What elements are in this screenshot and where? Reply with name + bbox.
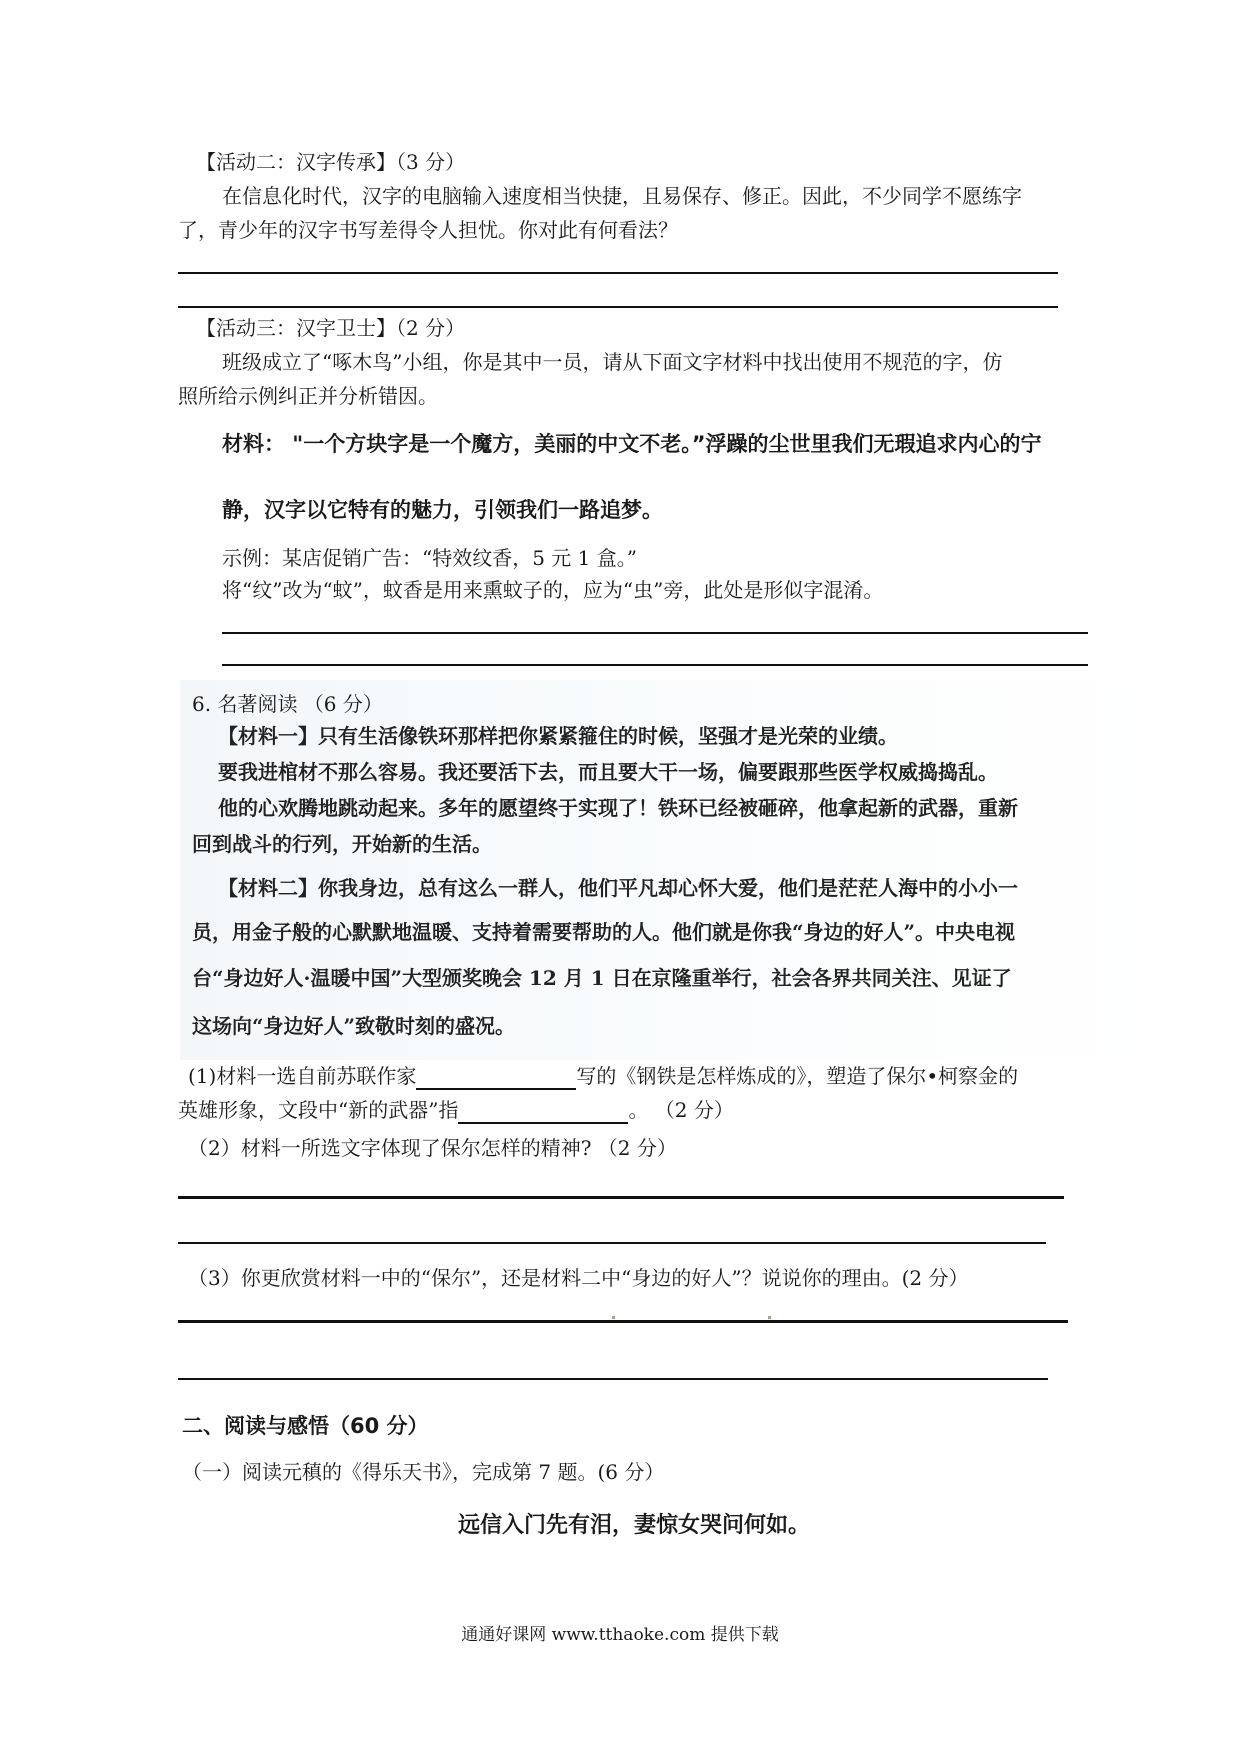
weapon-blank[interactable] [458,1100,628,1124]
q6-sub1-text-a: (1)材料一选自前苏联作家 [188,1064,417,1088]
author-blank[interactable] [416,1066,576,1090]
q6-heading: 6. 名著阅读 （6 分） [192,692,383,716]
q6-sub2: （2）材料一所选文字体现了保尔怎样的精神? （2 分） [188,1136,677,1160]
answer-line[interactable] [178,1242,1046,1244]
q6-sub1-line2 [178,1096,734,1124]
answer-line[interactable] [222,632,1088,634]
q6-sub1-line2-text-b: 。 （2 分） [628,1098,734,1122]
answer-line[interactable] [178,306,1058,308]
q6-sub1-line2-text-a: 英雄形象，文段中“新的武器”指 [178,1098,459,1122]
activity3-text-line2: 照所给示例纠正并分析错因。 [178,384,438,408]
q6-material1-line1: 【材料一】只有生活像铁环那样把你紧紧箍住的时候，坚强才是光荣的业绩。 [218,724,898,748]
q6-material1-line3: 他的心欢腾地跳动起来。多年的愿望终于实现了！铁环已经被砸碎，他拿起新的武器，重新 [218,796,1018,820]
q6-material2-line1: 【材料二】你我身边，总有这么一群人，他们平凡却心怀大爱，他们是茫茫人海中的小小一 [218,876,1018,900]
section2-part1: （一）阅读元稹的《得乐天书》，完成第 7 题。(6 分） [182,1460,665,1484]
page-footer: 通通好课网 www.tthaoke.com 提供下载 [461,1625,779,1645]
activity2-text-line1: 在信息化时代，汉字的电脑输入速度相当快捷，且易保存、修正。因此，不少同学不愿练字 [222,184,1022,208]
section2-heading: 二、阅读与感悟（60 分） [182,1414,429,1438]
activity2-heading: 【活动二：汉字传承】（3 分） [196,150,466,174]
q6-material1-line2: 要我进棺材不那么容易。我还要活下去，而且要大干一场，偏要跟那些医学权威捣捣乱。 [218,760,998,784]
q6-sub3: （3）你更欣赏材料一中的“保尔”，还是材料二中“身边的好人”？说说你的理由。(2 分） [188,1266,969,1290]
q6-material2-line4: 这场向“身边好人”致敬时刻的盛况。 [192,1014,516,1038]
q6-sub1-text-b: 写的《钢铁是怎样炼成的》，塑造了保尔•柯察金的 [576,1064,1019,1088]
q6-sub1-line1 [188,1062,1018,1090]
activity3-text-line1: 班级成立了“啄木鸟”小组，你是其中一员，请从下面文字材料中找出使用不规范的字，仿 [222,350,1003,374]
activity3-example-line1: 示例：某店促销广告：“特效纹香，5 元 1 盒。” [222,546,637,570]
activity2-text-line2: 了，青少年的汉字书写差得令人担忧。你对此有何看法？ [178,218,678,242]
activity3-material-line1: 材料： "一个方块字是一个魔方，美丽的中文不老。”浮躁的尘世里我们无瑕追求内心的宁 [222,432,1042,456]
poem-line: 远信入门先有泪，妻惊女哭问何如。 [458,1513,811,1538]
answer-line[interactable] [178,272,1058,274]
answer-line[interactable] [178,1196,1064,1199]
answer-line[interactable] [222,664,1088,666]
scan-speck [768,1316,771,1319]
answer-line[interactable] [178,1378,1048,1380]
activity3-example-line2: 将“纹”改为“蚊”，蚊香是用来熏蚊子的，应为“虫”旁，此处是形似字混淆。 [222,578,884,602]
scan-speck [612,1316,615,1319]
activity3-heading: 【活动三：汉字卫士】（2 分） [196,316,466,340]
activity3-material-line2: 静，汉字以它特有的魅力，引领我们一路追梦。 [222,498,663,522]
q6-material2-line3: 台“身边好人·温暖中国”大型颁奖晚会 12 月 1 日在京隆重举行，社会各界共同关注、见证了 [192,966,1012,990]
q6-material1-line4: 回到战斗的行列，开始新的生活。 [192,832,492,856]
q6-material2-line2: 员，用金子般的心默默地温暖、支持着需要帮助的人。他们就是你我“身边的好人”。中央电视 [192,920,1016,944]
answer-line[interactable] [178,1320,1068,1323]
